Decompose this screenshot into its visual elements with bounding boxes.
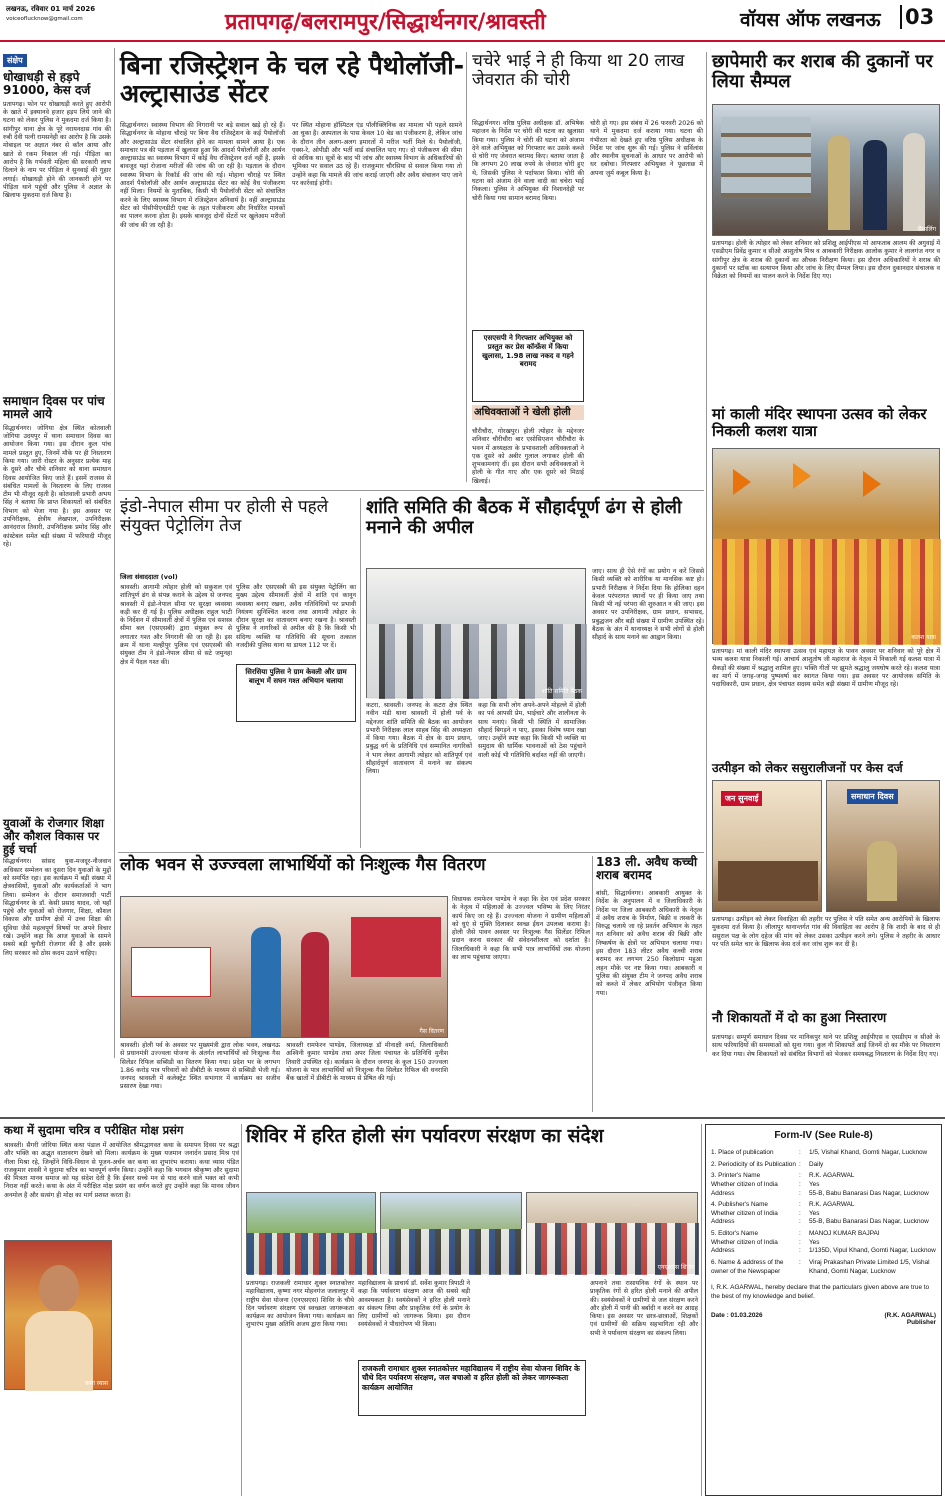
body-complaints: प्रतापगढ़। सम्पूर्ण समाधान दिवस पर मानिकपुर थाने पर प्रशिक्षु आईपीएस व एसडीएम व सीओ के साथ फरियादियों की समस्याओं को सुना गया। कुल नौ शिकायतें आईं जिनमें दो का मौके पर निस्तारण कर दिया गया। शेष शिकायतों को संबंधित विभागों को भेजकर समयबद्ध निस्तारण के निर्देश दिए गए। — [712, 1034, 940, 1058]
callout-theft: एसएसपी ने गिरफ्तार अभियुक्त को प्रस्तुत कर प्रेस कॉन्फ्रेंस में किया खुलासा, 1.98 लाख नकद व गहने बरामद — [472, 330, 584, 402]
masthead — [0, 0, 945, 44]
form-row: Address : 55-B, Babu Banarasi Das Nagar, Lucknow — [711, 1218, 936, 1227]
form-row: 1. Place of publication : 1/5, Vishal Khand, Gomti Nagar, Lucknow — [711, 1149, 936, 1158]
divider-mid-1 — [360, 498, 361, 848]
form-key: 5. Editor's Name — [711, 1230, 759, 1238]
callout-indo-nepal: सिरसिया पुलिस ने ग्राम केवली और ग्राम बालूभ में सघन गश्त अभियान चलाया — [236, 664, 356, 722]
photo-kalash-yatra — [712, 448, 940, 644]
section-title: प्रतापगढ़/बलरामपुर/सिद्धार्थनगर/श्रावस्ती — [225, 10, 546, 35]
flag-3 — [863, 471, 881, 497]
form-key: Address — [711, 1189, 735, 1197]
photo-sampling — [712, 104, 940, 236]
body-harassment: प्रतापगढ़। उत्पीड़न को लेकर विवाहिता की तहरीर पर पुलिस ने पति समेत अन्य आरोपियों के खिलाफ मुकदमा दर्ज किया है। लीलापुर थानान्तर्गत गांव की विवाहिता का आरोप है कि शादी के बाद से ही ससुराल पक्ष के लोग दहेज की मांग को लेकर उसका उत्पीड़न करने लगे। पुलिस ने तहरीर के आधार पर पति समेत चार के खिलाफ केस दर्ज कर जांच शुरू कर दी है। — [712, 916, 940, 948]
body-green-holi-3: अपनाने तथा रासायनिक रंगों के स्थान पर प्राकृतिक रंगों से हरित होली मनाने की अपील की। स्वयंसेवकों ने ग्रामीणों से जल संरक्षण करने और होली में पानी की बर्बादी न करने का आग्रह किया। इस अवसर पर छात्र-छात्राओं, शिक्षकों एवं ग्रामीणों की सक्रिय सहभागिता रही और सभी ने पर्यावरण संरक्षण का संकल्प लिया। — [590, 1280, 698, 1337]
flag-2 — [793, 463, 811, 489]
divider-left — [114, 48, 115, 1058]
form-value: Viraj Prakashan Private Limited 1/5, Vishal Khand, Gomti Nagar, Lucknow — [809, 1259, 930, 1275]
headline-pathology: बिना रजिस्ट्रेशन के चल रहे पैथोलॉजी-अल्ट्रासाउंड सेंटर — [120, 51, 465, 108]
form-row: Whether citizen of India : Yes — [711, 1239, 936, 1248]
body-peace-2: कहा कि सभी लोग अपने-अपने मोहल्ले में होली का पर्व आपसी प्रेम, भाईचारे और शालीनता के साथ मनाएं। किसी भी स्थिति में सामाजिक सौहार्द बिगड़ने न पाए, इसका विशेष ध्यान रखा जाए। उन्होंने स्पष्ट कहा कि किसी भी व्यक्ति या समुदाय की धार्मिक भावनाओं को ठेस पहुंचाने वाली कोई भी गतिविधि बर्दाश्त नहीं की जाएगी। — [478, 702, 586, 759]
form-value: Yes — [809, 1180, 820, 1188]
divider-top-1 — [466, 52, 467, 482]
banner-samadhan: समाधान दिवस — [847, 789, 898, 804]
form-row: 3. Printer's Name : R.K. AGARWAL — [711, 1172, 936, 1181]
headline-kalash: मां काली मंदिर स्थापना उत्सव को लेकर निकली कलश यात्रा — [712, 405, 927, 440]
sankshep-headline-1: धोखाधड़ी से हड़पे 91000, केस दर्ज — [3, 70, 91, 98]
headline-green-holi: शिविर में हरित होली संग पर्यावरण संरक्षण का संदेश — [246, 1125, 604, 1147]
masthead-rule — [0, 40, 945, 42]
form-key: 2. Periodicity of its Publication — [711, 1160, 796, 1168]
body-peace-1: कटरा, श्रावस्ती। जनपद के कटरा क्षेत्र स्थित नवीन मंडी थाना श्रावस्ती में होली पर्व के मद्देनजर शांति समिति की बैठक का आयोजन प्रभारी निरीक्षक लाल साहब सिंह की अध्यक्षता में किया गया। बैठक में क्षेत्र के ग्राम प्रधान, प्रबुद्ध वर्ग के प्रतिनिधि एवं सम्मानित नागरिकों ने भाग लेकर आगामी त्योहार को शांतिपूर्ण एवं सौहार्दपूर्ण वातावरण में मनाने का संकल्प लिया। — [366, 702, 472, 776]
form-row: Whether citizen of India : Yes — [711, 1181, 936, 1190]
students-row-2 — [381, 1229, 523, 1275]
form-row: Whether citizen of India : Yes — [711, 1210, 936, 1219]
form-key: Whether citizen of India — [711, 1238, 778, 1246]
headline-complaints: नौ शिकायतों में दो का हुआ निस्तारण — [712, 1011, 887, 1026]
form-key: Whether citizen of India — [711, 1209, 778, 1217]
divider-top-2 — [706, 52, 707, 1052]
body-kalash: प्रतापगढ़। मां काली मंदिर स्थापना उत्सव एवं महायज्ञ के पावन अवसर पर शनिवार को पूरे क्षेत्र में भव्य कलश यात्रा निकाली गई। आचार्य आशुतोष जी महाराज के नेतृत्व में निकाली गई कलश यात्रा में सैकड़ों की संख्या में श्रद्धालु शामिल हुए। भक्ति गीतों पर झूमते श्रद्धालु जयघोष करते रहे। कलश यात्रा का मार्ग में जगह-जगह पुष्पवर्षा कर स्वागत किया गया। इस अवसर पर आयोजक समिति के पदाधिकारी, ग्राम प्रधान, क्षेत्र पंचायत सदस्य समेत बड़ी संख्या में ग्रामीण मौजूद रहे। — [712, 648, 940, 689]
sankshep-body-2: सिद्धार्थनगर। जोगिया क्षेत्र स्थित कोतवाली जोगिया उदयपुर में थाना समाधान दिवस का आयोजन किया गया। इस दौरान कुल पांच मामले प्रस्तुत हुए, जिनमें मौके पर ही निस्तारण किया गया। जारी रोस्टर के अनुसार प्रत्येक माह के दूसरे और चौथे शनिवार को थाना समाधान दिवस आयोजित किए जाते हैं। इसमें राजस्व से संबंधित मामलों के निस्तारण के लिए राजस्व टीम भी मौजूद रहती है। कोतवाली प्रभारी अभय सिंह ने बताया कि प्राप्त शिकायतों को संबंधित विभाग को भेजा गया है। इस अवसर पर उपनिरीक्षक, क्षेत्रीय लेखपाल, उपनिरीक्षक आनंदराज तिवारी, उपनिरीक्षक प्रमोद सिंह और कांस्टेबल समेत बड़ी संख्या में फरियादी मौजूद रहे। — [3, 424, 111, 548]
form-value: Daily — [809, 1160, 824, 1168]
body-green-holi-2: महाविद्यालय के प्राचार्य डॉ. सर्वेश कुमार त्रिपाठी ने कहा कि पर्यावरण संरक्षण आज की सबसे बड़ी आवश्यकता है। स्वयंसेवकों ने हरित होली मनाने का संकल्प लिया और प्राकृतिक रंगों के प्रयोग के लिए ग्रामीणों को जागरूक किया। इस दौरान स्वयंसेवकों ने पौधारोपण भी किया। — [358, 1280, 470, 1329]
body-katha: श्रावस्ती। सैगरी जोरिया स्थित कथा पंडाल में आयोजित श्रीमद्भागवत कथा के समापन दिवस पर श्रद्धा और भक्ति का अद्भुत वातावरण देखने को मिला। कार्यक्रम के मुख्य यजमान जनार्दन प्रसाद मिश्र एवं नीला मिश्रा रहे, जिन्होंने विधि-विधान से पूजन-अर्चन कर कथा का शुभारंभ कराया। कथा व्यास पंडित राजकुमार शास्त्री ने सुदामा चरित्र का भावपूर्ण वर्णन किया। उन्होंने कहा कि भगवान श्रीकृष्ण और सुदामा की मित्रता मानव समाज को यह संदेश देती है कि ईश्वर सच्चे मन से याद करने वाले भक्त को कभी निराश नहीं करते। कथा के अंत में परीक्षित मोक्ष प्रसंग का वर्णन करते हुए उन्होंने कहा कि मानव जीवन अनमोल है और सत्संग ही मोक्ष का मार्ग प्रशस्त करता है। — [4, 1142, 239, 1199]
form-value: 55-B, Babu Banarasi Das Nagar, Lucknow — [809, 1189, 929, 1197]
form-signer: (R.K. AGARWAL) — [884, 1311, 936, 1319]
form-key: 3. Printer's Name — [711, 1172, 761, 1180]
headline-theft: चचेरे भाई ने ही किया था 20 लाख जेवरात की चोरी — [472, 51, 685, 91]
body-theft-cont: चोरी हो गए। इस संबंध में 26 फरवरी 2026 को थाने में मुकदमा दर्ज कराया गया। घटना की गंभीरता को देखते हुए वरिष्ठ पुलिस अधीक्षक के निर्देश पर जांच शुरू की गई। पुलिस ने सर्विलांस और स्थानीय सूचनाओं के आधार पर आरोपी को धर दबोचा। गिरफ्तार अभियुक्त ने पूछताछ में अपना जुर्म कबूल किया है। — [590, 120, 703, 177]
officer-figure-1 — [828, 135, 850, 230]
form-value: Yes — [809, 1209, 820, 1217]
form-iv — [705, 1124, 942, 1496]
body-green-holi-1: प्रतापगढ़। राजकली रामाधार शुक्ल स्नातकोत्तर महाविद्यालय, कृष्णा नगर मोहनगंज जलालपुर में राष्ट्रीय सेवा योजना (एनएसएस) शिविर के चौथे दिन पर्यावरण संरक्षण एवं स्वच्छता जागरूकता कार्यक्रम का आयोजन किया गया। कार्यक्रम का शुभारंभ मुख्य अतिथि अजय द्वारा किया गया। — [246, 1280, 354, 1329]
body-advocates: चौरीचौरा, गोरखपुर। होली त्योहार के मद्देनजर शनिवार चौरीचौरा बार एसोसिएशन चौरीचौरा के भवन में अध्यक्षता के प्रभावशाली अधिवक्ताओं ने एक दूसरे को अबीर गुलाल लगाकर होली की शुभकामनाएं दीं। इस दौरान सभी अधिवक्ताओं ने होली के गीत गाए और एक दूसरे को मिठाई खिलाई। — [472, 428, 584, 485]
date-line: लखनऊ, रविवार 01 मार्च 2026 — [6, 5, 96, 13]
form-signer-role: Publisher — [906, 1318, 936, 1326]
headline-katha: कथा में सुदामा चरित्र व परीक्षित मोक्ष प्रसंग — [4, 1123, 184, 1137]
table-figure — [718, 861, 818, 901]
body-indo-nepal-cont2 — [236, 726, 356, 848]
body-raid: प्रतापगढ़। होली के त्योहार को लेकर शनिवार को प्रशिक्षु आईपीएस मो आफताब आलम की अगुवाई में एसडीएम प्रिवेंद्र कुमार व सीओ आशुतोष मिश्र व आबकारी निरीक्षक आलोक कुमार ने लालगंज नगर व सांगीपुर क्षेत्र के शराब की दुकानों का औचक निरीक्षण किया। इस दौरान अधिकारियों ने शराब की दुकानों पर स्टॉक का सत्यापन किया और जांच के लिए सैम्पल लिया। इस दौरान दुकानदार संचालक व विक्रेता को नियमों का पालन करने के निर्देश दिए गए। — [712, 240, 941, 281]
callout-green-holi: राजकली रामाधार शुक्ल स्नातकोत्तर महाविद्यालय में राष्ट्रीय सेवा योजना शिविर के चौथे दिन पर्यावरण संरक्षण, जल बचाओ व हरित होली को लेकर जागरूकता कार्यक्रम आयोजित — [358, 1360, 586, 1416]
form-key: 6. Name & address of the owner of the Newspaper — [711, 1259, 784, 1275]
form-value: 1/135D, Vipul Khand, Gomti Nagar, Lucknow — [809, 1247, 936, 1255]
sankshep-headline-3: युवाओं के रोजगार शिक्षा और कौशल विकास पर हुई चर्चा — [3, 815, 105, 856]
form-date: Date : 01.03.2026 — [711, 1311, 763, 1319]
students-row — [247, 1233, 377, 1275]
form-key: 1. Place of publication — [711, 1149, 774, 1156]
sankshep-headline-2: समाधान दिवस पर पांच मामले आये — [3, 393, 105, 422]
form-key: Address — [711, 1218, 735, 1226]
shelf-1 — [721, 117, 811, 197]
form-value: MANOJ KUMAR BAJPAI — [809, 1230, 880, 1238]
form-row: 4. Publisher's Name : R.K. AGARWAL — [711, 1201, 936, 1210]
headline-raid: छापेमारी कर शराब की दुकानों पर लिया सैम्पल — [712, 51, 933, 93]
form-value: Yes — [809, 1238, 820, 1246]
sankshep-label: संक्षेप — [3, 54, 27, 67]
sankshep-body-1: प्रतापगढ़। फोन पर धोखाधड़ी करते हुए आरोपी के खाते में इक्यानवे हजार हड़प लिये जाने की घटना को लेकर पुलिस ने मुकदमा दर्ज किया है। सांगीपुर थाना क्षेत्र के पूरे नरायनदास गांव की रुबी देवी पत्नी रामसनेही का आरोप है कि उसके मोबाइल पर अज्ञात नंबर से कॉल आया और खाते से रकम निकाल ली गई। पीड़िता का आरोप है कि गर्भवती महिला की सरकारी लाभ दिलाने के नाम पर पीड़िता ने सुनवाई की गुहार लगाई। धोखाधड़ी होने की जानकारी होने पर पीड़िता थाने पहुंची और पुलिस ने अज्ञात के खिलाफ मुकदमा दर्ज किया है। — [3, 100, 111, 200]
body-liquor: बांसी, सिद्धार्थनगर। आबकारी आयुक्त के निर्देश के अनुपालन में व जिलाधिकारी के निर्देश पर जिला आबकारी अधिकारी के नेतृत्व में अवैध शराब के निर्माण, बिक्री व तस्करी के विरुद्ध चलाये जा रहे प्रवर्तन अभियान के तहत गत शनिवार को अवैध शराब की बिक्री और निष्कर्षण के क्षेत्रों पर अभियान चलाया गया। इस दौरान 183 लीटर अवैध कच्ची शराब बरामद कर लगभग 250 किलोग्राम महुआ लहन मौके पर नष्ट किया गया। आबकारी व पुलिस की संयुक्त टीम ने जनपद अवैध शराब को कब्जे में लेकर अभियोग पंजीकृत किया गया। — [596, 890, 702, 997]
divider-gas — [592, 856, 593, 1112]
crowd — [713, 539, 941, 645]
divider-bottom-1 — [241, 1124, 242, 1496]
body-indo-nepal: श्रावस्ती। आगामी त्योहार होली को सकुशल एवं शांतिपूर्ण ढंग से संपन्न कराने के उद्देश्य से जनपद श्रावस्ती में इंडो-नेपाल सीमा पर सुरक्षा व्यवस्था कड़ी कर दी गई है। पुलिस अधीक्षक राहुल भाटी के निर्देशन में सीमावर्ती क्षेत्रों में पुलिस एवं सशस्त्र सीमा बल (एसएसबी) द्वारा संयुक्त रूप से लगातार गश्त और निगरानी की जा रही है। इस क्रम में थाना मल्हीपुर पुलिस एवं एसएसबी की संयुक्त टीम ने इंडो-नेपाल सीमा से सटे जमुनहा क्षेत्र में पैदल गश्त की। — [120, 584, 232, 666]
body-peace-3: जाए। साथ ही ऐसे रंगों का प्रयोग न करें जिससे किसी व्यक्ति को शारीरिक या मानसिक कष्ट हो। प्रभारी निरीक्षक ने निर्देश दिया कि होलिका दहन केवल परंपरागत स्थानों पर ही किया जाए तथा किसी भी नई परंपरा की शुरुआत न की जाए। इस अवसर पर उपनिरीक्षक, ग्राम प्रधान, सभासद, प्रबुद्धजन और बड़ी संख्या में ग्रामीण उपस्थित रहे। बैठक के अंत में थानाध्यक्ष ने सभी लोगों से होली सौहार्द के साथ मनाने का आह्वान किया। — [592, 568, 704, 642]
banner-jan-sunwai: जन सुनवाई — [721, 791, 762, 806]
form-title: Form-IV (See Rule-8) — [774, 1130, 873, 1141]
form-key: 4. Publisher's Name — [711, 1201, 768, 1209]
form-row: 2. Periodicity of its Publication : Daily — [711, 1161, 936, 1170]
form-row: 5. Editor's Name : MANOJ KUMAR BAJPAI — [711, 1230, 936, 1239]
photo-caption-nss: एनएसएस शिविर — [657, 1264, 694, 1271]
officer-seated — [867, 841, 897, 901]
headline-advocates: अधिवक्ताओं ने खेली होली — [472, 405, 584, 420]
photo-caption-kalash: कलश यात्रा — [911, 634, 936, 641]
divider-bottom — [0, 1117, 945, 1119]
form-row: Address : 1/135D, Vipul Khand, Gomti Nagar, Lucknow — [711, 1247, 936, 1255]
photo-gas-event — [120, 896, 448, 1038]
form-row: Address : 55-B, Babu Banarasi Das Nagar, Lucknow — [711, 1190, 936, 1199]
form-key: Address — [711, 1247, 735, 1255]
photo-meeting — [366, 568, 586, 698]
photo-caption-katha: कथा व्यास — [84, 1380, 108, 1387]
byline-middle: जिला संवाददाता (vol) — [120, 573, 178, 581]
person-blue — [251, 927, 281, 1037]
form-footer — [711, 1312, 936, 1319]
divider-gas-top — [118, 852, 704, 853]
photo-nss-2 — [380, 1192, 522, 1274]
form-row: 6. Name & address of the owner of the Newspaper : Viraj Prakashan Private Limited 1/5, Vishal Khand, Gomti Nagar, Lucknow — [711, 1259, 936, 1276]
body-indo-nepal-cont: पुलिस और एसएसबी की इस संयुक्त पेट्रोलिंग का मुख्य उद्देश्य सीमावर्ती क्षेत्रों में शांति एवं कानून व्यवस्था बनाए रखना, अवैध गतिविधियों पर प्रभावी नियंत्रण सुनिश्चित करना तथा आगामी त्योहार के दौरान सुरक्षा का वातावरण बनाए रखना है। श्रावस्ती पुलिस ने नागरिकों से अपील की है कि किसी भी संदिग्ध व्यक्ति या गतिविधि की सूचना तत्काल नजदीकी पुलिस थाना या डायल 112 पर दें। — [236, 584, 356, 650]
form-value: R.K. AGARWAL — [809, 1172, 855, 1180]
photo-samadhan-diwas — [826, 780, 940, 912]
divider-bottom-2 — [701, 1124, 702, 1496]
headline-harassment: उत्पीड़न को लेकर ससुरालीजनों पर केस दर्ज — [712, 761, 903, 775]
subhead-advocates-bar — [472, 405, 584, 420]
photo-nss-3 — [526, 1192, 698, 1274]
form-value: 55-B, Babu Banarasi Das Nagar, Lucknow — [809, 1218, 929, 1226]
body-gas-2: श्रावस्ती रामफेरन पाण्डेय, जिलाध्यक्ष डॉ मीनाक्षी वर्मा, जिलाधिकारी अश्विनी कुमार पाण्डेय तथा अपर जिला पंचायत के प्रतिनिधि मुनीश तिवारी उपस्थित रहे। कार्यक्रम के दौरान जनपद के कुल 150 उज्ज्वला योजना के पात्र लाभार्थियों को निःशुल्क गैस सिलेंडर रिफिल की धनराशि बैंक खातों में डीबीटी के माध्यम से प्रेषित की गई। — [286, 1042, 448, 1083]
body-green-holi-2b — [358, 1420, 586, 1496]
photo-jan-sunwai — [712, 780, 822, 912]
form-key: Whether citizen of India — [711, 1180, 778, 1188]
headline-peace-committee: शांति समिति की बैठक में सौहार्दपूर्ण ढंग से होली मनाने की अपील — [366, 497, 682, 539]
banner-red — [351, 917, 441, 977]
cheque-board — [131, 947, 211, 997]
body-gas-1: श्रावस्ती। होली पर्व के अवसर पर मुख्यमंत्री द्वारा लोक भवन, लखनऊ से प्रधानमंत्री उज्ज्वला योजना के अंतर्गत लाभार्थियों को निःशुल्क गैस सिलेंडर रिफिल सब्सिडी का वितरण किया गया। प्रदेश भर के लगभग 1.86 करोड़ पात्र परिवारों को डीबीटी के माध्यम से सब्सिडी भेजी गई। जनपद श्रावस्ती में कलेक्ट्रेट स्थित सभागार में कार्यक्रम का सजीव प्रसारण देखा गया। — [120, 1042, 280, 1091]
form-value: R.K. AGARWAL — [809, 1201, 855, 1209]
form-declaration: I, R.K. AGARWAL, hereby declare that the particulars given above are true to the best of my knowledge and belief. — [711, 1284, 930, 1300]
flag-1 — [733, 469, 751, 495]
email[interactable]: voiceoflucknow@gmail.com — [6, 16, 83, 22]
paper-name: वॉयस ऑफ लखनऊ — [740, 9, 881, 31]
photo-caption-meeting: शांति समिति बैठक — [541, 688, 582, 695]
person-red — [301, 932, 329, 1037]
sankshep-column — [3, 48, 111, 1058]
page-number: 03 — [900, 5, 934, 29]
divider-mid-top — [118, 490, 704, 491]
headline-liquor: 183 ली. अवैध कच्ची शराब बरामद — [596, 855, 698, 883]
form-value: 1/5, Vishal Khand, Gomti Nagar, Lucknow — [809, 1149, 928, 1156]
photo-nss-1 — [246, 1192, 376, 1274]
officer-figure-3 — [903, 133, 925, 231]
body-pathology: सिद्धार्थनगर। स्वास्थ्य विभाग की निगरानी पर बड़े सवाल खड़े हो रहे हैं। सिद्धार्थनगर के मोहाना चौराहे पर बिना वैध रजिस्ट्रेशन के कई पैथोलॉजी और अल्ट्रासाउंड सेंटर संचालित होने का मामला सामने आया है। एक समाचार पत्र की पड़ताल में खुलासा हुआ कि आदर्श पैथोलॉजी और आर्यन अल्ट्रासाउंड का स्वास्थ्य विभाग में कोई वैध रजिस्ट्रेशन दर्ज नहीं है, इसके बावजूद यहां रोजाना मरीजों की जांच की जा रही है। पड़ताल के दौरान स्वास्थ्य विभाग के रिकॉर्ड की जांच की गई। मोहाना चौराहे पर स्थित आदर्श पैथोलॉजी और आर्यन अल्ट्रासाउंड सेंटर का कोई वैध पंजीकरण नहीं मिला। नियमों के मुताबिक, किसी भी पैथोलॉजी सेंटर को संचालित करने के लिए स्वास्थ्य विभाग में रजिस्ट्रेशन अनिवार्य है। वहीं अल्ट्रासाउंड सेंटर को पीसीपीएनडीटी एक्ट के तहत पंजीकरण और निर्धारित मानकों का पालन करना होता है। इसके बावजूद दोनों सेंटरों पर खुलेआम मरीजों की जांच की जा रही है। — [120, 122, 285, 229]
headline-indo-nepal: इंडो-नेपाल सीमा पर होली से पहले संयुक्त पेट्रोलिंग तेज — [120, 497, 329, 537]
headline-gas: लोक भवन से उज्ज्वला लाभार्थियों को निःशुल्क गैस वितरण — [120, 855, 486, 875]
officer-figure-2 — [863, 140, 887, 230]
body-gas-3: विधायक रामफेरन पाण्डेय ने कहा कि देश एवं प्रदेश सरकार के नेतृत्व में महिलाओं के उज्ज्वल भविष्य के लिए निरंतर कार्य किए जा रहे हैं। उज्ज्वला योजना ने ग्रामीण महिलाओं को धुएं से मुक्ति दिलाकर स्वच्छ ईंधन उपलब्ध कराया है। होली जैसे पावन अवसर पर निःशुल्क गैस सिलेंडर रिफिल प्रदान करना सरकार की संवेदनशीलता को दर्शाता है। जिलाधिकारी ने कहा कि सभी पात्र लाभार्थियों तक योजना का लाभ पहुंचाया जाएगा। — [452, 896, 590, 962]
photo-caption-gas: गैस वितरण — [419, 1028, 444, 1035]
photo-caption-sampling: सैम्पलिंग — [917, 226, 936, 233]
sankshep-body-3: सिद्धार्थनगर। सांसद युवा-मजदूर-नौजवान अधिकार सम्मेलन का दूसरा दिन युवाओं के मुद्दों को समर्पित रहा। इस कार्यक्रम में बड़ी संख्या में क्षेत्रवासियों, युवाओं और कार्यकर्ताओं ने भाग लिया। सम्मेलन के दौरान समाजवादी पार्टी सिद्धार्थनगर के डॉ. केसी प्रसाद यादव, जो यहाँ पहुंचे और युवाओं को रोजगार, शिक्षा, कौशल विकास और ग्रामीण क्षेत्रों में उच्च शिक्षा की सुविधा जैसे महत्वपूर्ण विषयों पर अपने विचार रखे। उन्होंने कहा कि आज युवाओं के सामने सबसे बड़ी चुनौती रोजगार की है और इसके लिए सरकार को ठोस कदम उठाने चाहिए। — [3, 858, 111, 957]
body-pathology-cont: पर स्थित मोहाना हॉस्पिटल एंड पॉलीक्लिनिक का मामला भी पहले सामने आ चुका है। अस्पताल के पास केवल 10 बेड का पंजीकरण है, लेकिन जांच के दौरान तीन अलग-अलग इमारतों में मरीज भर्ती मिले थे। पैथोलॉजी, एक्स-रे, ओपीडी और भर्ती वार्ड संचालित पाए गए। दो पंजीकरण की सीमा से अधिक था। सूत्रों के बाद भी जांच और स्वास्थ्य विभाग के अधिकारियों की भूमिका पर सवाल उठ रहे हैं। राजकुमार चौरसिया से सवाल किया गया तो उन्होंने कहा कि मामले की जांच कराई जाएगी और अवैध संचालन पाए जाने पर कार्रवाई होगी। — [292, 122, 462, 188]
body-theft: सिद्धार्थनगर। वरिष्ठ पुलिस अधीक्षक डॉ. अभिषेक महाजन के निर्देश पर चोरी की घटना का खुलासा किया गया। पुलिस ने चोरी की घटना को अंजाम देने वाले अभियुक्त को गिरफ्तार कर उसके कब्जे से चोरी गए जेवरात बरामद किए। बताया जाता है कि लगभग 20 लाख रुपये के जेवरात चोरी हुए थे, जिसकी पुलिस ने पर्दाफाश किया। चोरी की घटना को अंजाम देने वाला वादी का चचेरा भाई निकला। पुलिस ने अभियुक्त की निशानदेही पर चोरी किया गया सामान बरामद किया। — [472, 120, 584, 202]
